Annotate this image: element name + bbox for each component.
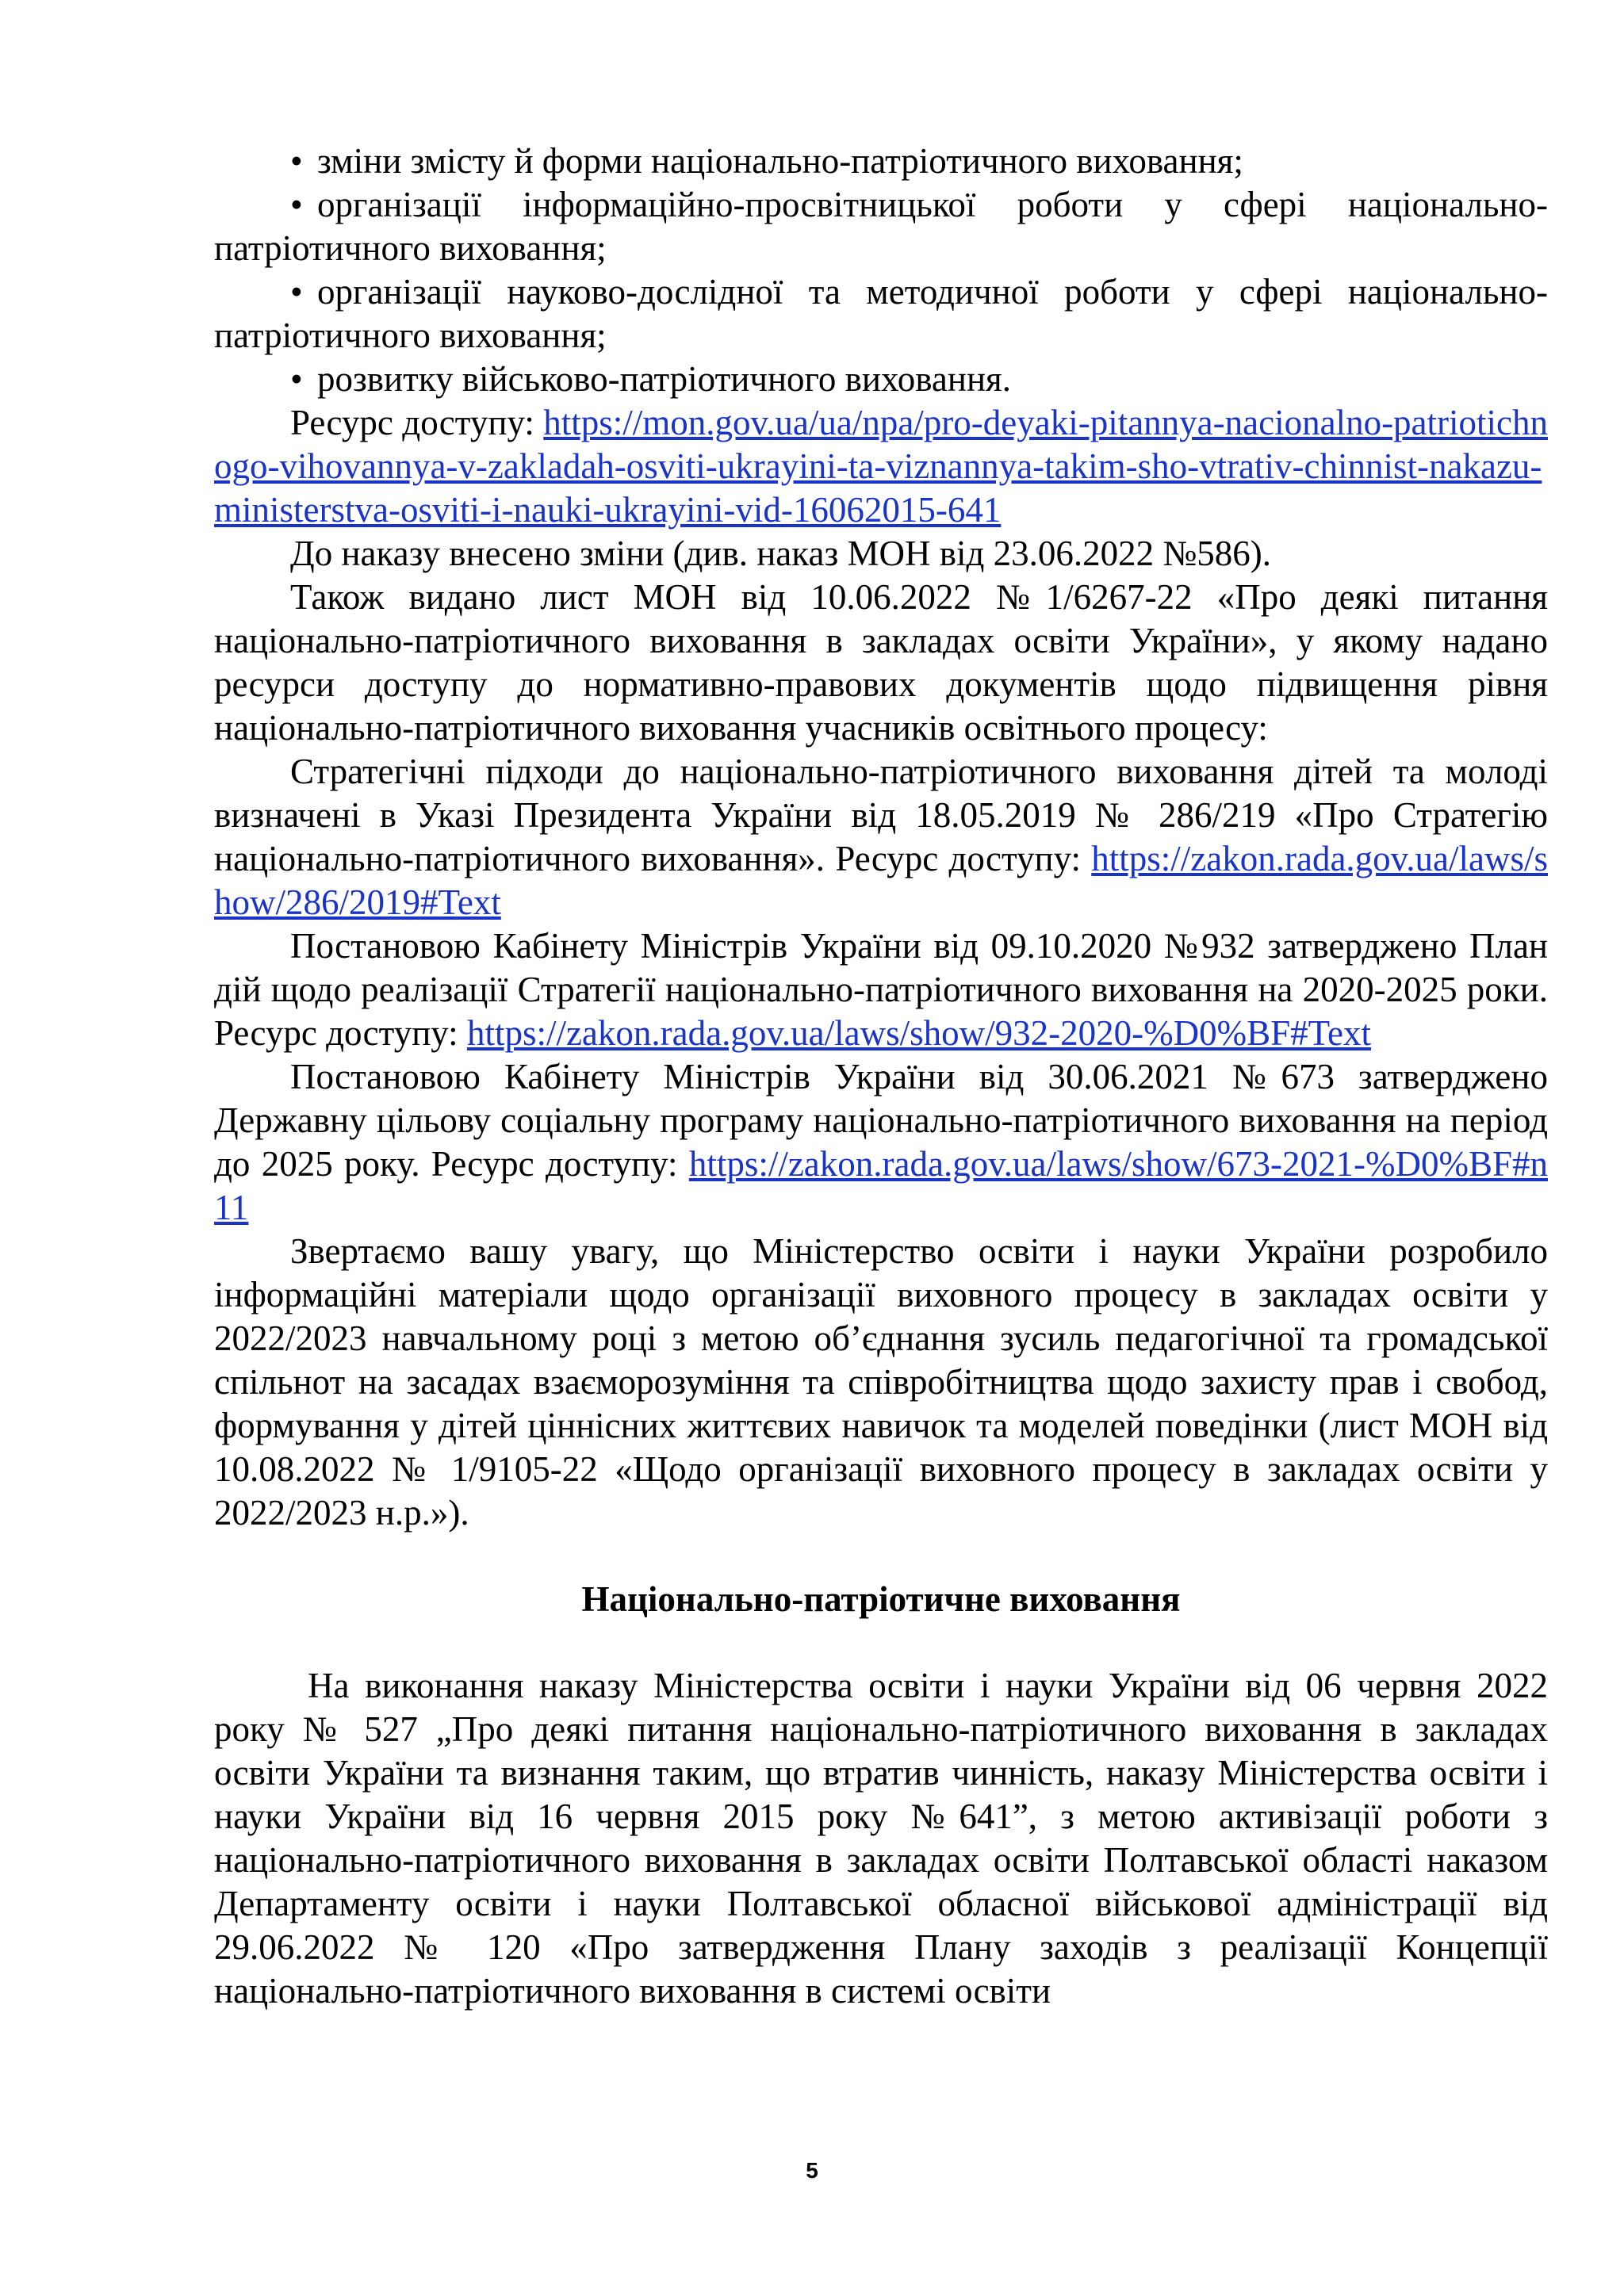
- strategy-text: Стратегічні підходи до національно-патріотичного виховання дітей та молоді визначені в Указі Президента України від 18.05.2019 № 286/219 «Про Стратегію національно-патріотичного виховання». Ресурс доступу:: [214, 752, 1548, 878]
- strategy-paragraph: [214, 750, 1548, 924]
- bullet-item: [214, 358, 1548, 401]
- bullet-marker: •: [290, 185, 303, 224]
- changes-note: До наказу внесено зміни (див. наказ МОН від 23.06.2022 №586).: [290, 534, 1272, 573]
- section-paragraph: На виконання наказу Міністерства освіти і науки України від 06 червня 2022 року № 527 „Про деякі питання національно-патріотичного виховання в закладах освіти України та визнання таким, що втратив чинність, наказу Міністерства освіти і науки України від 16 червня 2015 року №641”, з метою активізації роботи з національно-патріотичного виховання в закладах освіти Полтавської області наказом Департаменту освіти і науки Полтавської обласної військової адміністрації від 29.06.2022 № 120 «Про затвердження Плану заходів з реалізації Концепції національно-патріотичного виховання в системі освіти: [214, 1666, 1548, 2011]
- state-program-paragraph: [214, 1055, 1548, 1230]
- state-program-text: Постановою Кабінету Міністрів України від 30.06.2021 №673 затверджено Державну цільову соціальну програму національно-патріотичного виховання на період до 2025 року. Ресурс доступу:: [214, 1057, 1548, 1184]
- mon-order-link[interactable]: https://mon.gov.ua/ua/npa/pro-deyaki-pitannya-nacionalno-patriotichnogo-vihovannya-v-zakladah-osviti-ukrayini-ta-viznannya-takim-sho-vtrativ-chinnist-nakazu-ministerstva-osviti-i-nauki-ukrayini-vid-16062015-641: [214, 403, 1548, 530]
- bullet-marker: •: [290, 359, 303, 399]
- bullet-text: розвитку військово-патріотичного виховання.: [317, 359, 1011, 399]
- page-number: 5: [806, 2158, 818, 2183]
- attention-paragraph: Звертаємо вашу увагу, що Міністерство освіти і науки України розробило інформаційні матеріали щодо організації виховного процесу в закладах освіти у 2022/2023 навчальному році з метою об’єднання зусиль педагогічної та громадської спільнот на засадах взаєморозуміння та співробітництва щодо захисту прав і свобод, формування у дітей ціннісних життєвих навичок та моделей поведінки (лист МОН від 10.08.2022 № 1/9105-22 «Щодо організації виховного процесу в закладах освіти у 2022/2023 н.р.»).: [214, 1231, 1548, 1533]
- action-plan-link[interactable]: https://zakon.rada.gov.ua/laws/show/932-2020-%D0%BF#Text: [466, 1013, 1371, 1053]
- bullet-text: зміни змісту й форми національно-патріотичного виховання;: [317, 141, 1243, 181]
- action-plan-text: Постановою Кабінету Міністрів України від 09.10.2020 №932 затверджено План дій щодо реалізації Стратегії національно-патріотичного виховання на 2020-2025 роки. Ресурс доступу:: [214, 926, 1548, 1053]
- resource-label: Ресурс доступу:: [290, 403, 544, 442]
- bullet-item: [214, 270, 1548, 358]
- bullet-text: організації науково-дослідної та методичної роботи у сфері національно-патріотичного виховання;: [214, 272, 1548, 355]
- letter-paragraph: Також видано лист МОН від 10.06.2022 №1/6267-22 «Про деякі питання національно-патріотичного виховання в закладах освіти України», у якому надано ресурси доступу до нормативно-правових документів щодо підвищення рівня національно-патріотичного виховання учасників освітнього процесу:: [214, 577, 1548, 748]
- resource-paragraph: [214, 401, 1548, 532]
- section-heading: Національно-патріотичне виховання: [581, 1579, 1181, 1619]
- action-plan-paragraph: [214, 924, 1548, 1055]
- state-program-link[interactable]: https://zakon.rada.gov.ua/laws/show/673-2021-%D0%BF#n11: [214, 1144, 1548, 1227]
- bullet-marker: •: [290, 272, 303, 312]
- document-page: [214, 140, 1548, 2013]
- bullet-item: [214, 140, 1548, 183]
- bullet-text: організації інформаційно-просвітницької роботи у сфері національно-патріотичного виховання;: [214, 185, 1548, 268]
- bullet-item: [214, 183, 1548, 270]
- bullet-marker: •: [290, 141, 303, 181]
- strategy-link[interactable]: https://zakon.rada.gov.ua/laws/show/286/2019#Text: [214, 839, 1548, 922]
